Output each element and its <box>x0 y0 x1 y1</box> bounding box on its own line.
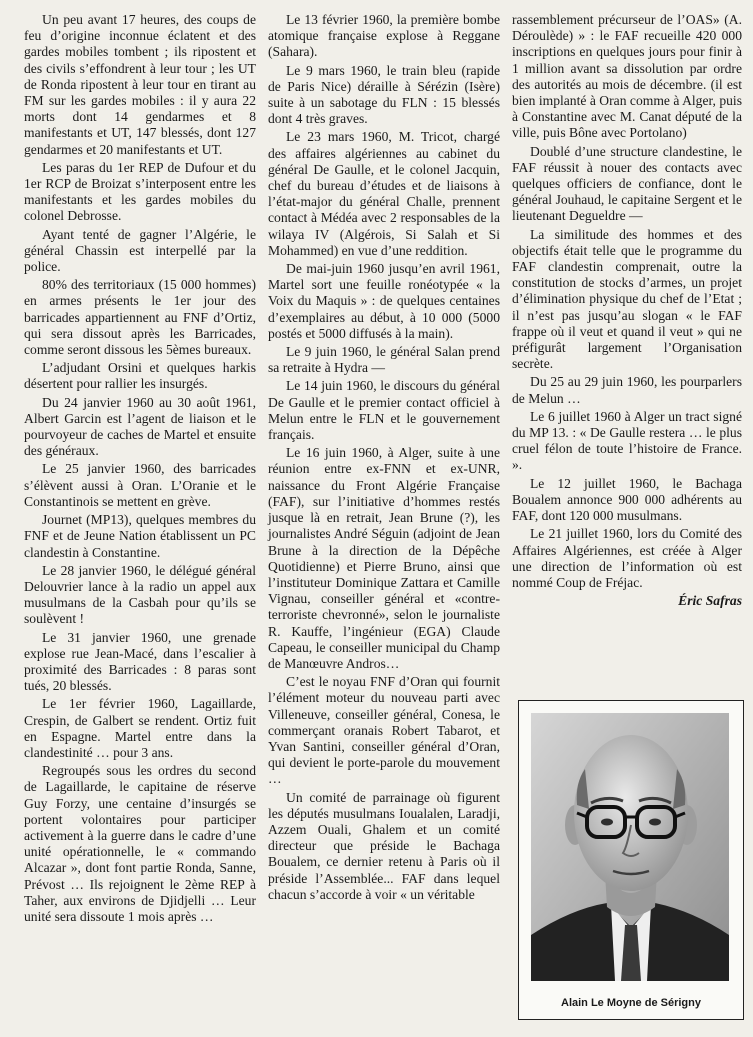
column-2 <box>268 12 500 905</box>
photo-caption: Alain Le Moyne de Sérigny <box>561 997 701 1009</box>
paragraph: Le 12 juillet 1960, le Bachaga Boualem annonce 900 000 adhérents au FAF, dont 120 000 musulmans. <box>512 475 742 524</box>
paragraph: C’est le noyau FNF d’Oran qui fournit l’élément moteur du nouveau parti avec Villeneuve, conseiller général, Conesa, le commerçant oranais Robert Tabarot, et Yvan Santini, conseiller général d’Oran, qui devient le porte-parole du mouvement … <box>268 674 500 787</box>
paragraph: La similitude des hommes et des objectifs était telle que le programme du FAF clandestin comprenait, outre la constitution de stocks d’armes, un projet d’élimination physique du chef de l’Etat ; il n’est pas jusqu’au slogan « le FAF frappe où il veut et quand il veut » qui ne préfigurât largement l’Organisation secrète. <box>512 226 742 372</box>
paragraph: rassemblement précurseur de l’OAS» (A. Déroulède) » : le FAF recueille 420 000 inscriptions en quelques jours pour finir à 1 million avant sa dissolution par ordre des autorités au mois de décembre. (il est bien implanté à Oran comme à Alger, puis à Constantine avec M. Canat député de la ville, puis Bône avec Portolano) <box>512 12 742 141</box>
paragraph: Un peu avant 17 heures, des coups de feu d’origine inconnue éclatent et des gardes mobiles tombent ; ils ripostent et des civils s’effondrent à leur tour ; les UT de Ronda ripostent à leur tour en tirant au FM sur les gardes mobiles : il y aura 22 morts dont 14 gendarmes et 8 manifestants et UT, 147 blessés, dont 127 gendarmes et 20 manifestants et UT. <box>24 12 256 157</box>
paragraph: Regroupés sous les ordres du second de Lagaillarde, le capitaine de réserve Guy Forzy, une centaine d’insurgés se portent volontaires pour participer activement à la guerre dans le cadre d’une unité opérationnelle, le « commando Alcazar », dont font partie Ronda, Sanne, Prévost … Ils rejoignent le 2ème REP à Taher, aux environs de Djidjelli … Leur unité sera dissoute 1 mois après … <box>24 763 256 924</box>
paragraph: Le 9 mars 1960, le train bleu (rapide de Paris Nice) déraille à Sérézin (Isère) suite à un sabotage du FLN : 15 blessés dont 4 très graves. <box>268 62 500 127</box>
paragraph: Le 13 février 1960, la première bombe atomique française explose à Reggane (Sahara). <box>268 12 500 60</box>
paragraph: L’adjudant Orsini et quelques harkis désertent pour rallier les insurgés. <box>24 360 256 392</box>
paragraph: Les paras du 1er REP de Dufour et du 1er RCP de Broizat s’interposent entre les manifestants et les gardes mobiles du colonel Debrosse. <box>24 159 256 224</box>
portrait-illustration <box>531 713 729 981</box>
paragraph: Le 16 juin 1960, à Alger, suite à une réunion entre ex-FNN et ex-UNR, naissance du Front Algérie Française (FAF), sur l’initiative d’hommes restés jusque là en retrait, Jean Brune (?), les journalistes André Séguin (adjoint de Jean Brune à la direction de la Dépêche Quotidienne) et Pierre Bruno, ainsi que l’instituteur Dominique Zattara et Camille Vignau, conseiller général et «contre-terroriste chevronné», selon le journaliste R. Kauffe, l’ingénieur (EGA) Claude Capeau, le conseiller municipal du Champ de Manœuvre Andros… <box>268 445 500 671</box>
paragraph: Le 9 juin 1960, le général Salan prend sa retraite à Hydra — <box>268 344 500 376</box>
paragraph: Du 25 au 29 juin 1960, les pourparlers de Melun … <box>512 374 742 406</box>
paragraph: Le 23 mars 1960, M. Tricot, chargé des affaires algériennes au cabinet du général De Gaulle, et le colonel Jacquin, chef du bureau d’études et de liaisons à l’état-major du général Challe, prennent contact à Médéa avec 2 responsables de la wilaya IV (Algérois, Si Salah et Si Mohammed) en vue d’une reddition. <box>268 129 500 258</box>
author-signature: Éric Safras <box>678 593 742 609</box>
paragraph: Le 31 janvier 1960, une grenade explose rue Jean-Macé, dans l’escalier à proximité des Barricades : 8 paras sont tués, 20 blessés. <box>24 629 256 694</box>
paragraph: Le 14 juin 1960, le discours du général De Gaulle et le premier contact officiel à Melun entre le FLN et le gouvernement français. <box>268 378 500 443</box>
paragraph: Journet (MP13), quelques membres du FNF et de Jeune Nation établissent un PC clandestin à Constantine. <box>24 512 256 560</box>
portrait-photo <box>531 713 729 981</box>
paragraph: 80% des territoriaux (15 000 hommes) en armes présents le 1er jour des barricades appartiennent au FNF d’Ortiz, qui sera dissout après les Barricades, comme seront dissous les 5èmes bureaux. <box>24 277 256 358</box>
column-1 <box>24 12 256 927</box>
paragraph: Ayant tenté de gagner l’Algérie, le général Chassin est interpellé par la police. <box>24 226 256 275</box>
paragraph: Le 1er février 1960, Lagaillarde, Crespin, de Galbert se rendent. Ortiz fuit en Espagne. Martel entre dans la clandestinité … pour 3 ans. <box>24 696 256 760</box>
paragraph: Le 25 janvier 1960, des barricades s’élèvent aussi à Oran. L’Oranie et le Constantinois se mettent en grève. <box>24 461 256 509</box>
paragraph: Le 6 juillet 1960 à Alger un tract signé du MP 13. : « De Gaulle restera … le plus cruel félon de toute l’histoire de France. ». <box>512 408 742 473</box>
paragraph: Doublé d’une structure clandestine, le FAF réussit à nouer des contacts avec quelques officiers de confiance, dont le général Jouhaud, le capitaine Sergent et le lieutenant Degueldre — <box>512 143 742 224</box>
column-3 <box>512 12 742 611</box>
photo-frame <box>518 700 744 1020</box>
paragraph: Le 21 juillet 1960, lors du Comité des Affaires Algériennes, est créée à Alger une direction de l’information où est nommé Coup de Fréjac. <box>512 526 742 590</box>
paragraph: Du 24 janvier 1960 au 30 août 1961, Albert Garcin est l’agent de liaison et le pourvoyeur de caches de Martel et ensuite des généraux. <box>24 394 256 459</box>
paragraph: Le 28 janvier 1960, le délégué général Delouvrier lance à la radio un appel aux musulmans de la Casbah pour qu’ils se soulèvent ! <box>24 562 256 627</box>
paragraph: Un comité de parrainage où figurent les députés musulmans Ioualalen, Laradji, Azzem Ouali, Ghalem et un comité directeur que préside le Bachaga Boualem, ce dernier retenu à Paris où il préside l’Assemblée... FAF dans lequel chacun s’accorde à voir « un véritable <box>268 789 500 902</box>
paragraph: De mai-juin 1960 jusqu’en avril 1961, Martel sort une feuille ronéotypée « la Voix du Maquis » : de quelques centaines d’exemplaires au début, à 10 000 (5000 postés et 5000 diffusés à la main). <box>268 261 500 341</box>
